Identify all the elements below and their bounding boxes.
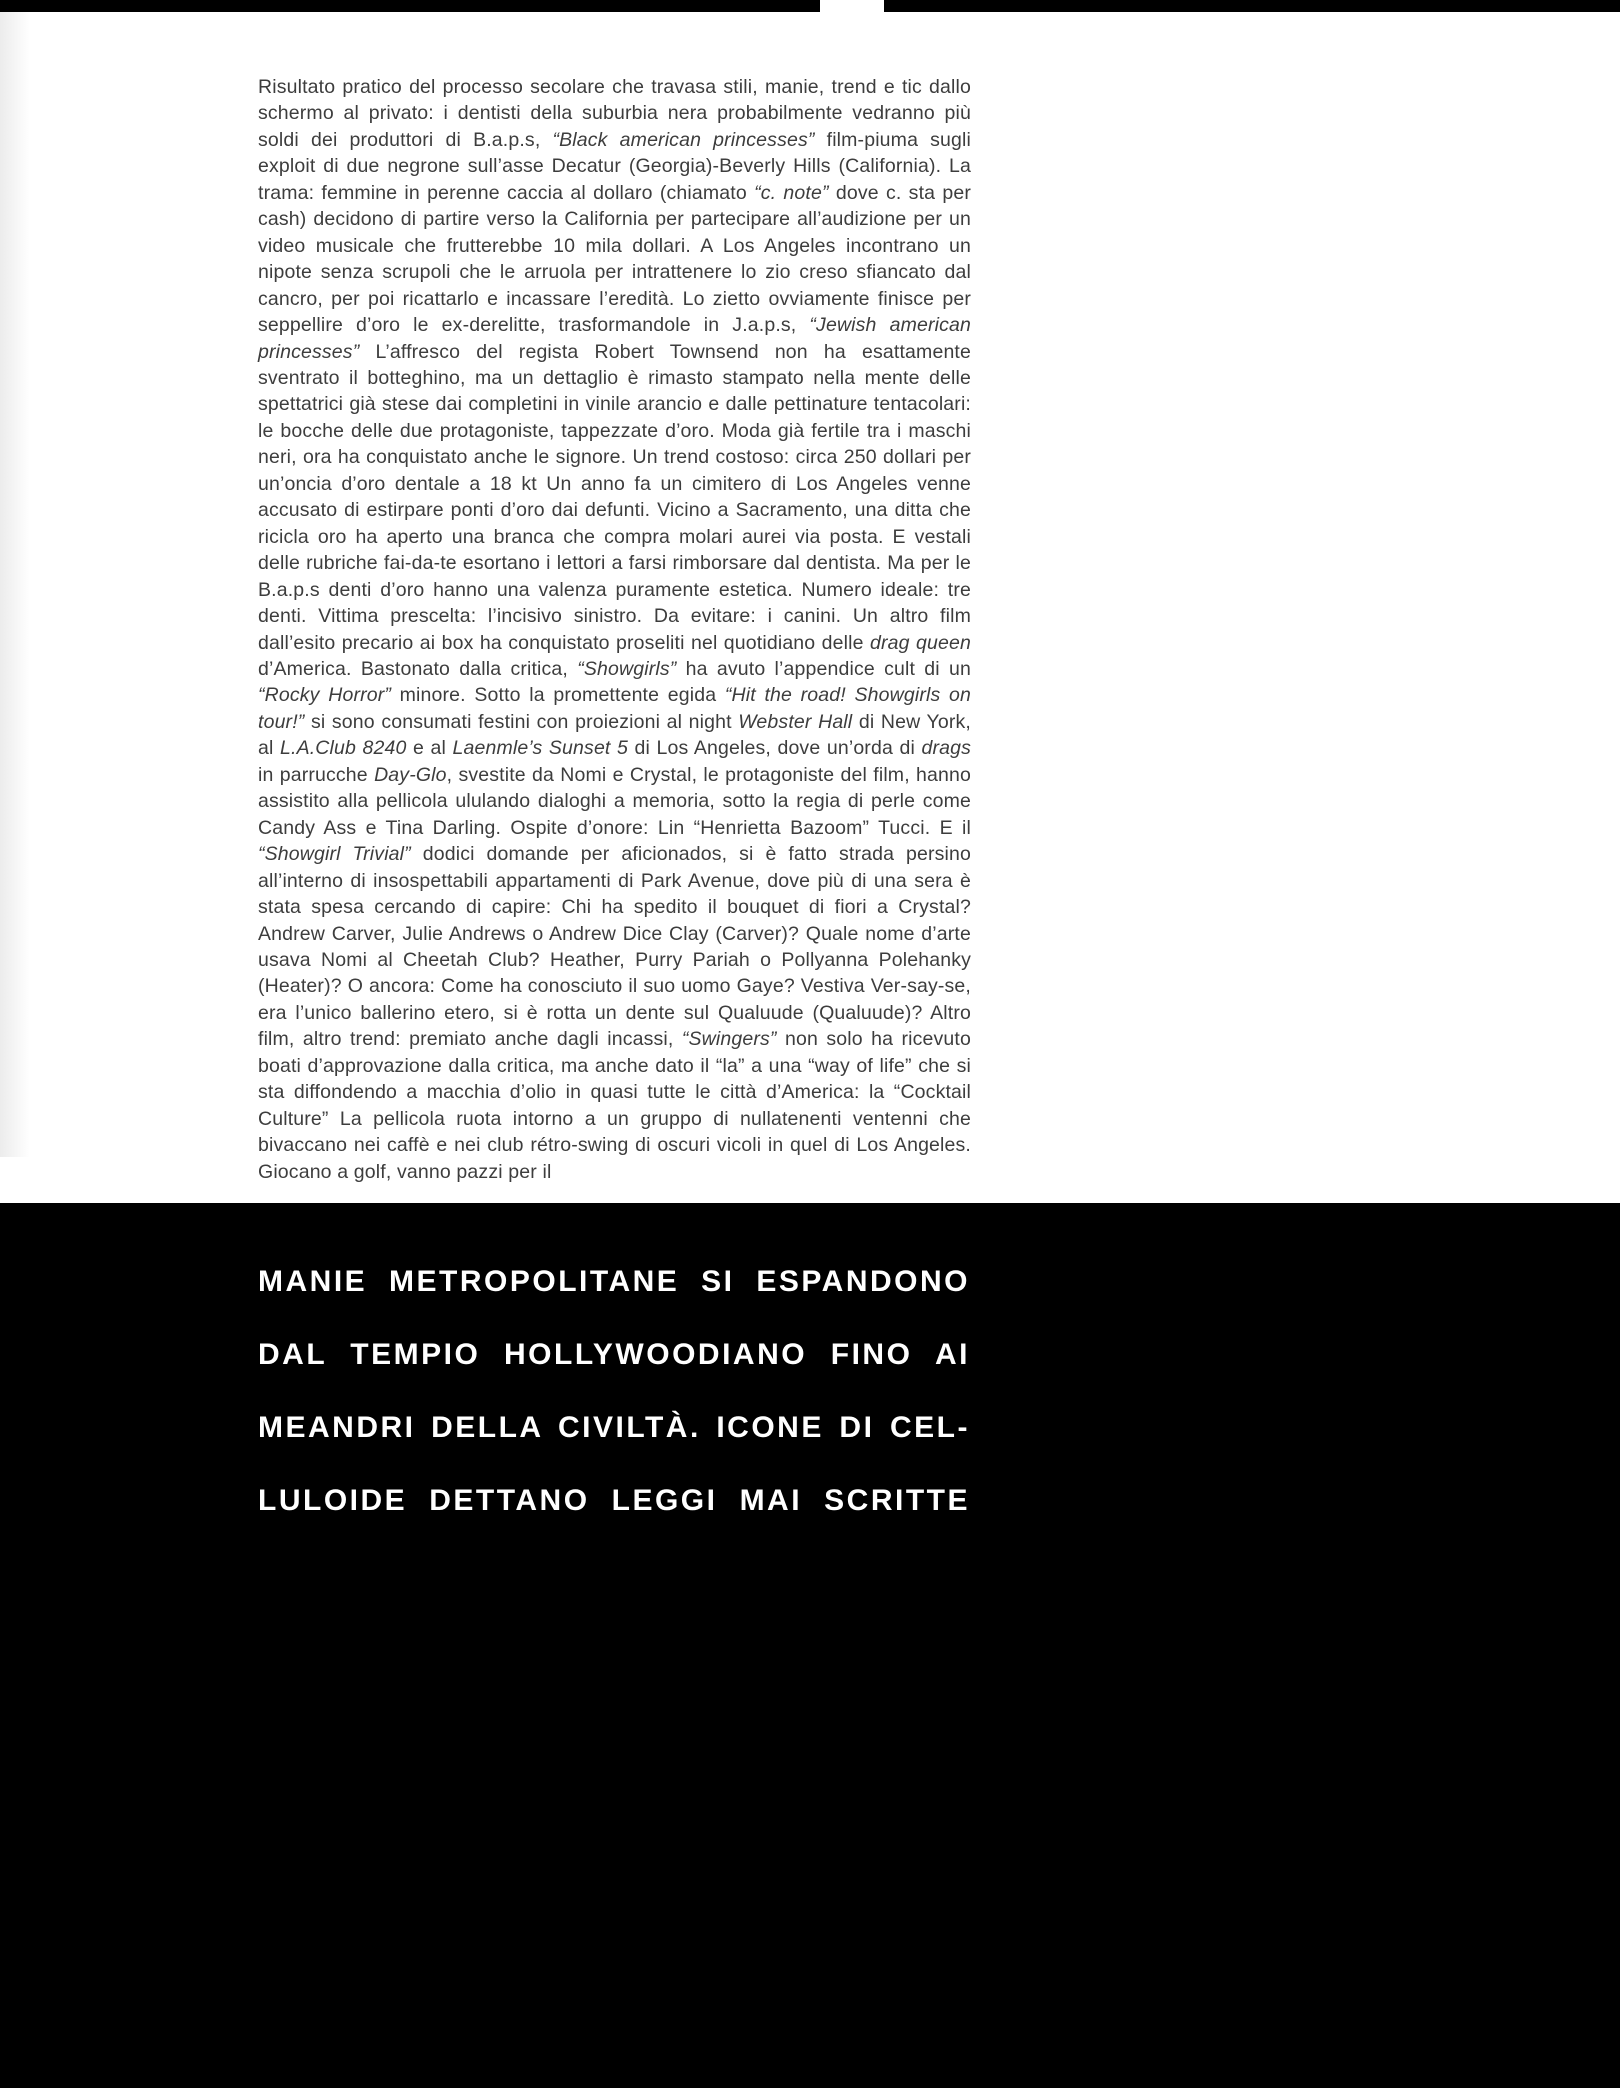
body-text-segment: d’America. Bastonato dalla critica, bbox=[258, 657, 578, 680]
body-text-segment: di New York, al bbox=[258, 710, 971, 760]
body-italic-segment: Webster Hall bbox=[738, 710, 853, 733]
banner bbox=[0, 1203, 1620, 2088]
body-italic-segment: “Rocky Horror” bbox=[258, 684, 392, 707]
body-text-segment: L’affresco del regista Robert Townsend non ha esattamente sventrato il botteghino, ma un dettaglio è rimasto stampato nella mente delle spettatrici già stese dai completini in vinile arancio e dalle pettinature tentacolari: le bocche delle due protagoniste, tappezzate d’oro. Moda già fertile tra i maschi neri, ora ha conquistato anche le signore. Un trend costoso: circa 250 dollari per un’oncia d’oro dentale a 18 kt Un anno fa un cimitero di Los Angeles venne accusato di estirpare ponti d’oro dai defunti. Vicino a Sacramento, una ditta che ricicla oro ha aperto una branca che compra molari aurei via posta. E vestali delle rubriche fai-da-te esortano i lettori a farsi rimborsare dal dentista. Ma per le B.a.p.s denti d’oro hanno una valenza puramente estetica. Numero ideale: tre denti. Vittima prescelta: l’incisivo sinistro. Da evitare: i canini. Un altro film dall’esito precario ai box ha conquistato proseliti nel quotidiano delle bbox=[258, 340, 971, 654]
top-crop-notch bbox=[820, 0, 884, 12]
body-italic-segment: Day-Glo bbox=[374, 763, 447, 786]
body-italic-segment: Laenmle’s Sunset 5 bbox=[452, 737, 629, 760]
top-crop-bar bbox=[0, 0, 1620, 12]
body-text-segment: si sono consumati festini con proiezioni al night bbox=[304, 710, 739, 733]
body-text-segment: e al bbox=[406, 737, 453, 760]
banner-line: DAL TEMPIO HOLLYWOODIANO FINO AI bbox=[258, 1338, 970, 1371]
article-body bbox=[258, 74, 971, 1185]
body-text-segment: , svestite da Nomi e Crystal, le protagoniste del film, hanno assistito alla pellicola ululando dialoghi a memoria, sotto la regia di perle come Candy Ass e Tina Darling. Ospite d’onore: Lin “Henrietta Bazoom” Tucci. E il bbox=[258, 763, 971, 839]
banner-line: MEANDRI DELLA CIVILTÀ. ICONE DI CEL- bbox=[258, 1411, 970, 1444]
body-text-segment: non solo ha ricevuto boati d’approvazione dalla critica, ma anche dato il “la” a una “way of life” che si sta diffondendo a macchia d’olio in quasi tutte le città d’America: la “Cocktail Culture” La pellicola ruota intorno a un gruppo di nullatenenti ventenni che bivaccano nei caffè e nei club rétro-swing di oscuri vicoli in quel di Los Angeles. Giocano a golf, vanno pazzi per il bbox=[258, 1028, 971, 1183]
body-italic-segment: “Swingers” bbox=[681, 1028, 777, 1051]
body-italic-segment: “Showgirls” bbox=[577, 657, 677, 680]
body-italic-segment: “Jewish american princesses” bbox=[258, 314, 971, 363]
body-italic-segment: L.A.Club 8240 bbox=[280, 737, 407, 760]
body-italic-segment: “c. note” bbox=[754, 181, 829, 204]
body-italic-segment: drags bbox=[921, 737, 971, 760]
body-text-segment: minore. Sotto la promettente egida bbox=[391, 684, 725, 707]
body-text-segment: dodici domande per aficionados, si è fatto strada persino all’interno di insospettabili appartamenti di Park Avenue, dove più di una sera è stata spesa cercando di capire: Chi ha spedito il bouquet di fiori a Crystal? Andrew Carver, Julie Andrews o Andrew Dice Clay (Carver)? Quale nome d’arte usava Nomi al Cheetah Club? Heather, Purry Pariah o Pollyanna Polehanky (Heater)? O ancora: Come ha conosciuto il suo uomo Gaye? Vestiva Ver-say-se, era l’unico ballerino etero, si è rotta un dente sul Qualuude (Qualuude)? Altro film, altro trend: premiato anche dagli incassi, bbox=[258, 843, 972, 1051]
body-italic-segment: “Showgirl Trivial” bbox=[258, 843, 411, 866]
body-text-segment: film-piuma sugli exploit di due negrone sull’asse Decatur (Georgia)-Beverly Hills (California). La trama: femmine in perenne caccia al dollaro (chiamato bbox=[258, 128, 972, 204]
body-text-segment: dove c. sta per cash) decidono di partire verso la California per partecipare all’audizione per un video musicale che frutterebbe 10 mila dollari. A Los Angeles incontrano un nipote senza scrupoli che le arruola per intrattenere lo zio creso sfiancato dal cancro, per poi ricattarlo e incassare l’eredità. Lo zietto ovviamente finisce per seppellire d’oro le ex-derelitte, trasformandole in J.a.p.s, bbox=[258, 181, 971, 337]
body-text-segment: di Los Angeles, dove un’orda di bbox=[628, 737, 922, 760]
body-italic-segment: drag queen bbox=[870, 631, 971, 654]
body-italic-segment: “Black american princesses” bbox=[552, 128, 815, 151]
banner-line: MANIE METROPOLITANE SI ESPANDONO bbox=[258, 1265, 970, 1298]
body-italic-segment: “Hit the road! Showgirls on tour!” bbox=[258, 684, 971, 733]
banner-lines bbox=[258, 1203, 970, 1537]
body-text-segment: Risultato pratico del processo secolare che travasa stili, manie, trend e tic dallo schermo al privato: i dentisti della suburbia nera probabilmente vedranno più soldi dei produttori di B.a.p.s, bbox=[258, 76, 971, 151]
page-edge-shadow bbox=[0, 12, 30, 1157]
body-text-segment: ha avuto l’appendice cult di un bbox=[676, 657, 971, 680]
body-text-segment: in parrucche bbox=[258, 763, 375, 786]
banner-line: LULOIDE DETTANO LEGGI MAI SCRITTE bbox=[258, 1484, 970, 1517]
